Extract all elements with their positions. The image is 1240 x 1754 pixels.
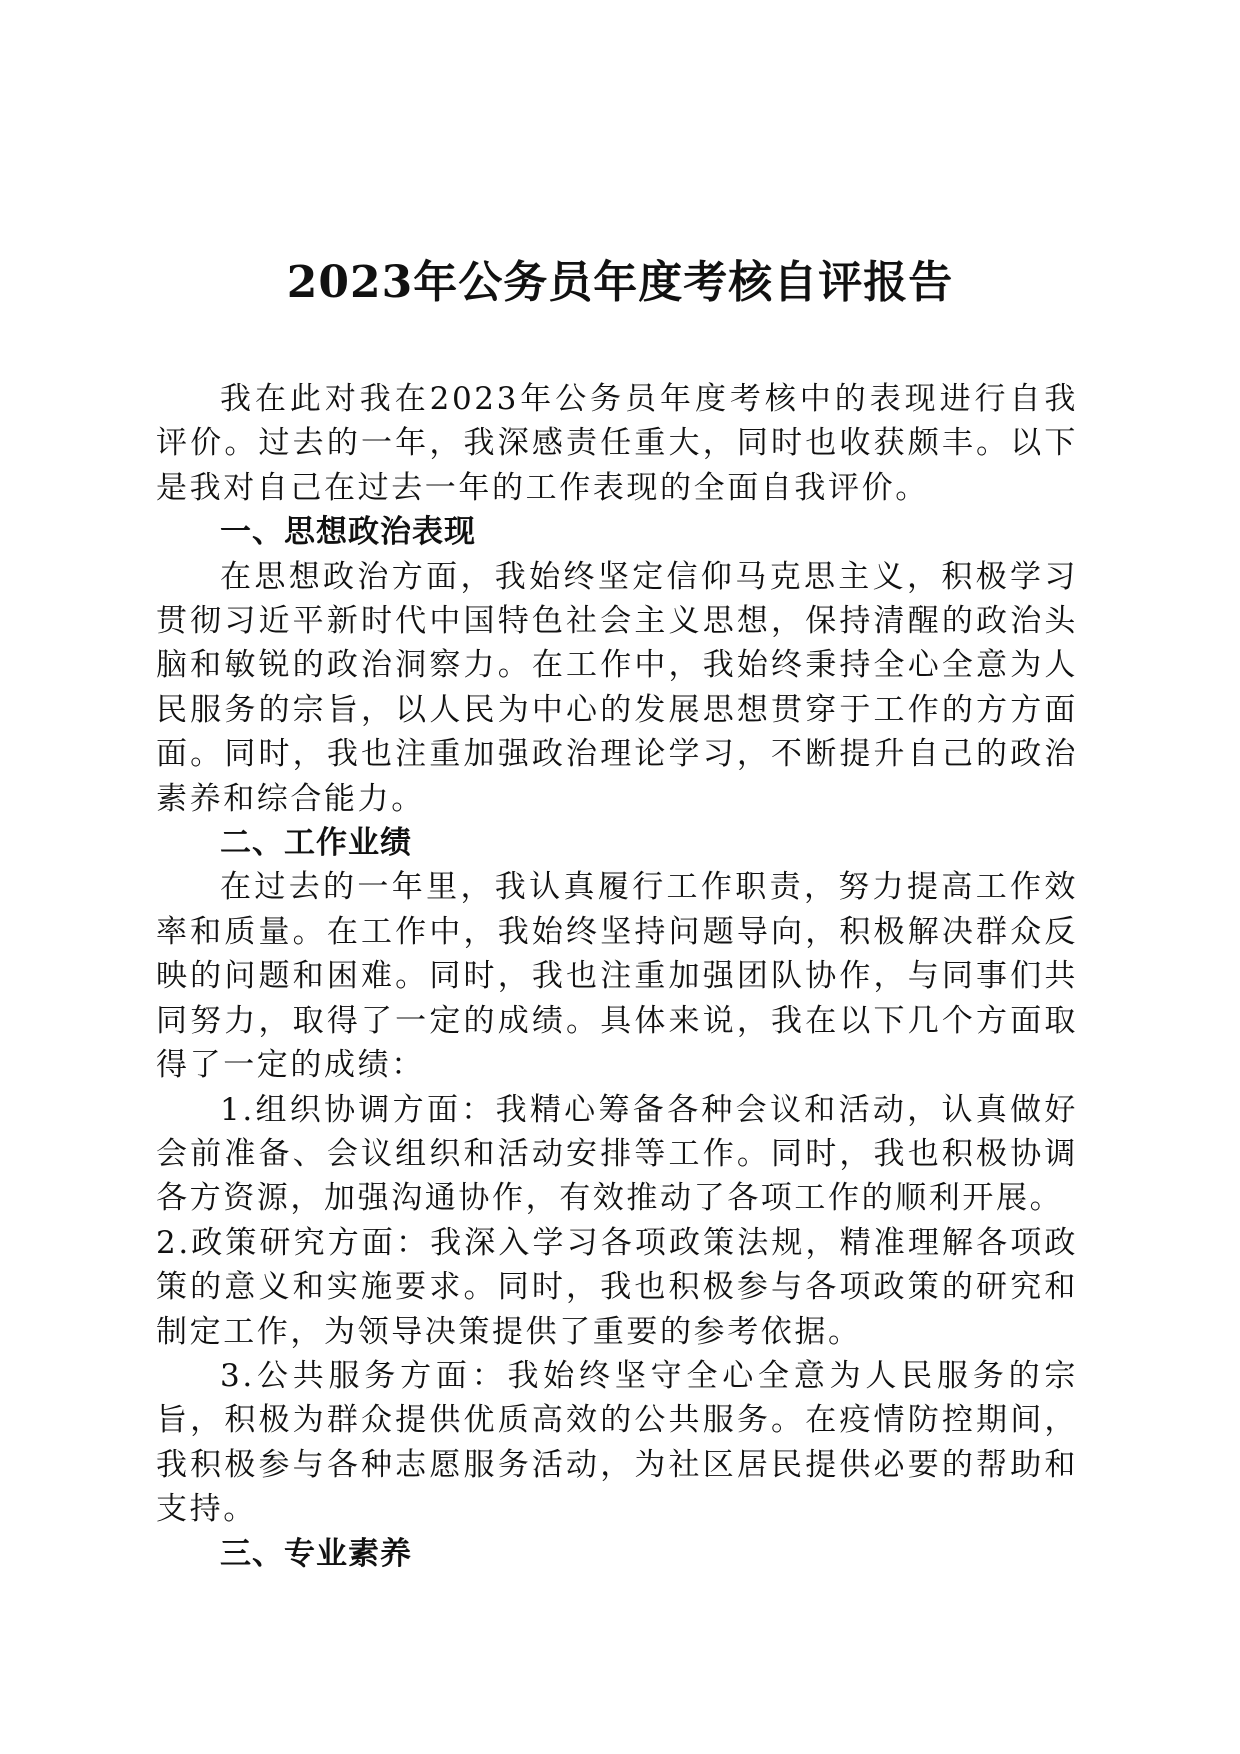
list-item-1: 1.组织协调方面：我精心筹备各种会议和活动，认真做好会前准备、会议组织和活动安排等工作。同时，我也积极协调各方资源，加强沟通协作，有效推动了各项工作的顺利开展。 bbox=[156, 1091, 1078, 1217]
intro-paragraph: 我在此对我在2023年公务员年度考核中的表现进行自我评价。过去的一年，我深感责任重大，同时也收获颇丰。以下是我对自己在过去一年的工作表现的全面自我评价。 bbox=[156, 381, 1078, 506]
political-performance-paragraph: 在思想政治方面，我始终坚定信仰马克思主义，积极学习贯彻习近平新时代中国特色社会主义思想，保持清醒的政治头脑和敏锐的政治洞察力。在工作中，我始终秉持全心全意为人民服务的宗旨，以人民为中心的发展思想贯穿于工作的方方面面。同时，我也注重加强政治理论学习，不断提升自己的政治素养和综合能力。 bbox=[156, 558, 1078, 817]
list-item-3: 3.公共服务方面：我始终坚守全心全意为人民服务的宗旨，积极为群众提供优质高效的公共服务。在疫情防控期间，我积极参与各种志愿服务活动，为社区居民提供必要的帮助和支持。 bbox=[156, 1357, 1078, 1528]
document-body bbox=[156, 377, 1078, 1576]
work-achievements-paragraph: 在过去的一年里，我认真履行工作职责，努力提高工作效率和质量。在工作中，我始终坚持问题导向，积极解决群众反映的问题和困难。同时，我也注重加强团队协作，与同事们共同努力，取得了一定的成绩。具体来说，我在以下几个方面取得了一定的成绩： bbox=[156, 869, 1078, 1084]
document-title: 2023年公务员年度考核自评报告 bbox=[286, 257, 954, 308]
section-heading-1: 一、思想政治表现 bbox=[220, 514, 476, 551]
section-heading-3: 三、专业素养 bbox=[220, 1535, 412, 1572]
list-item-2: 2.政策研究方面：我深入学习各项政策法规，精准理解各项政策的意义和实施要求。同时，我也积极参与各项政策的研究和制定工作，为领导决策提供了重要的参考依据。 bbox=[156, 1224, 1078, 1350]
section-heading-2: 二、工作业绩 bbox=[220, 825, 412, 862]
